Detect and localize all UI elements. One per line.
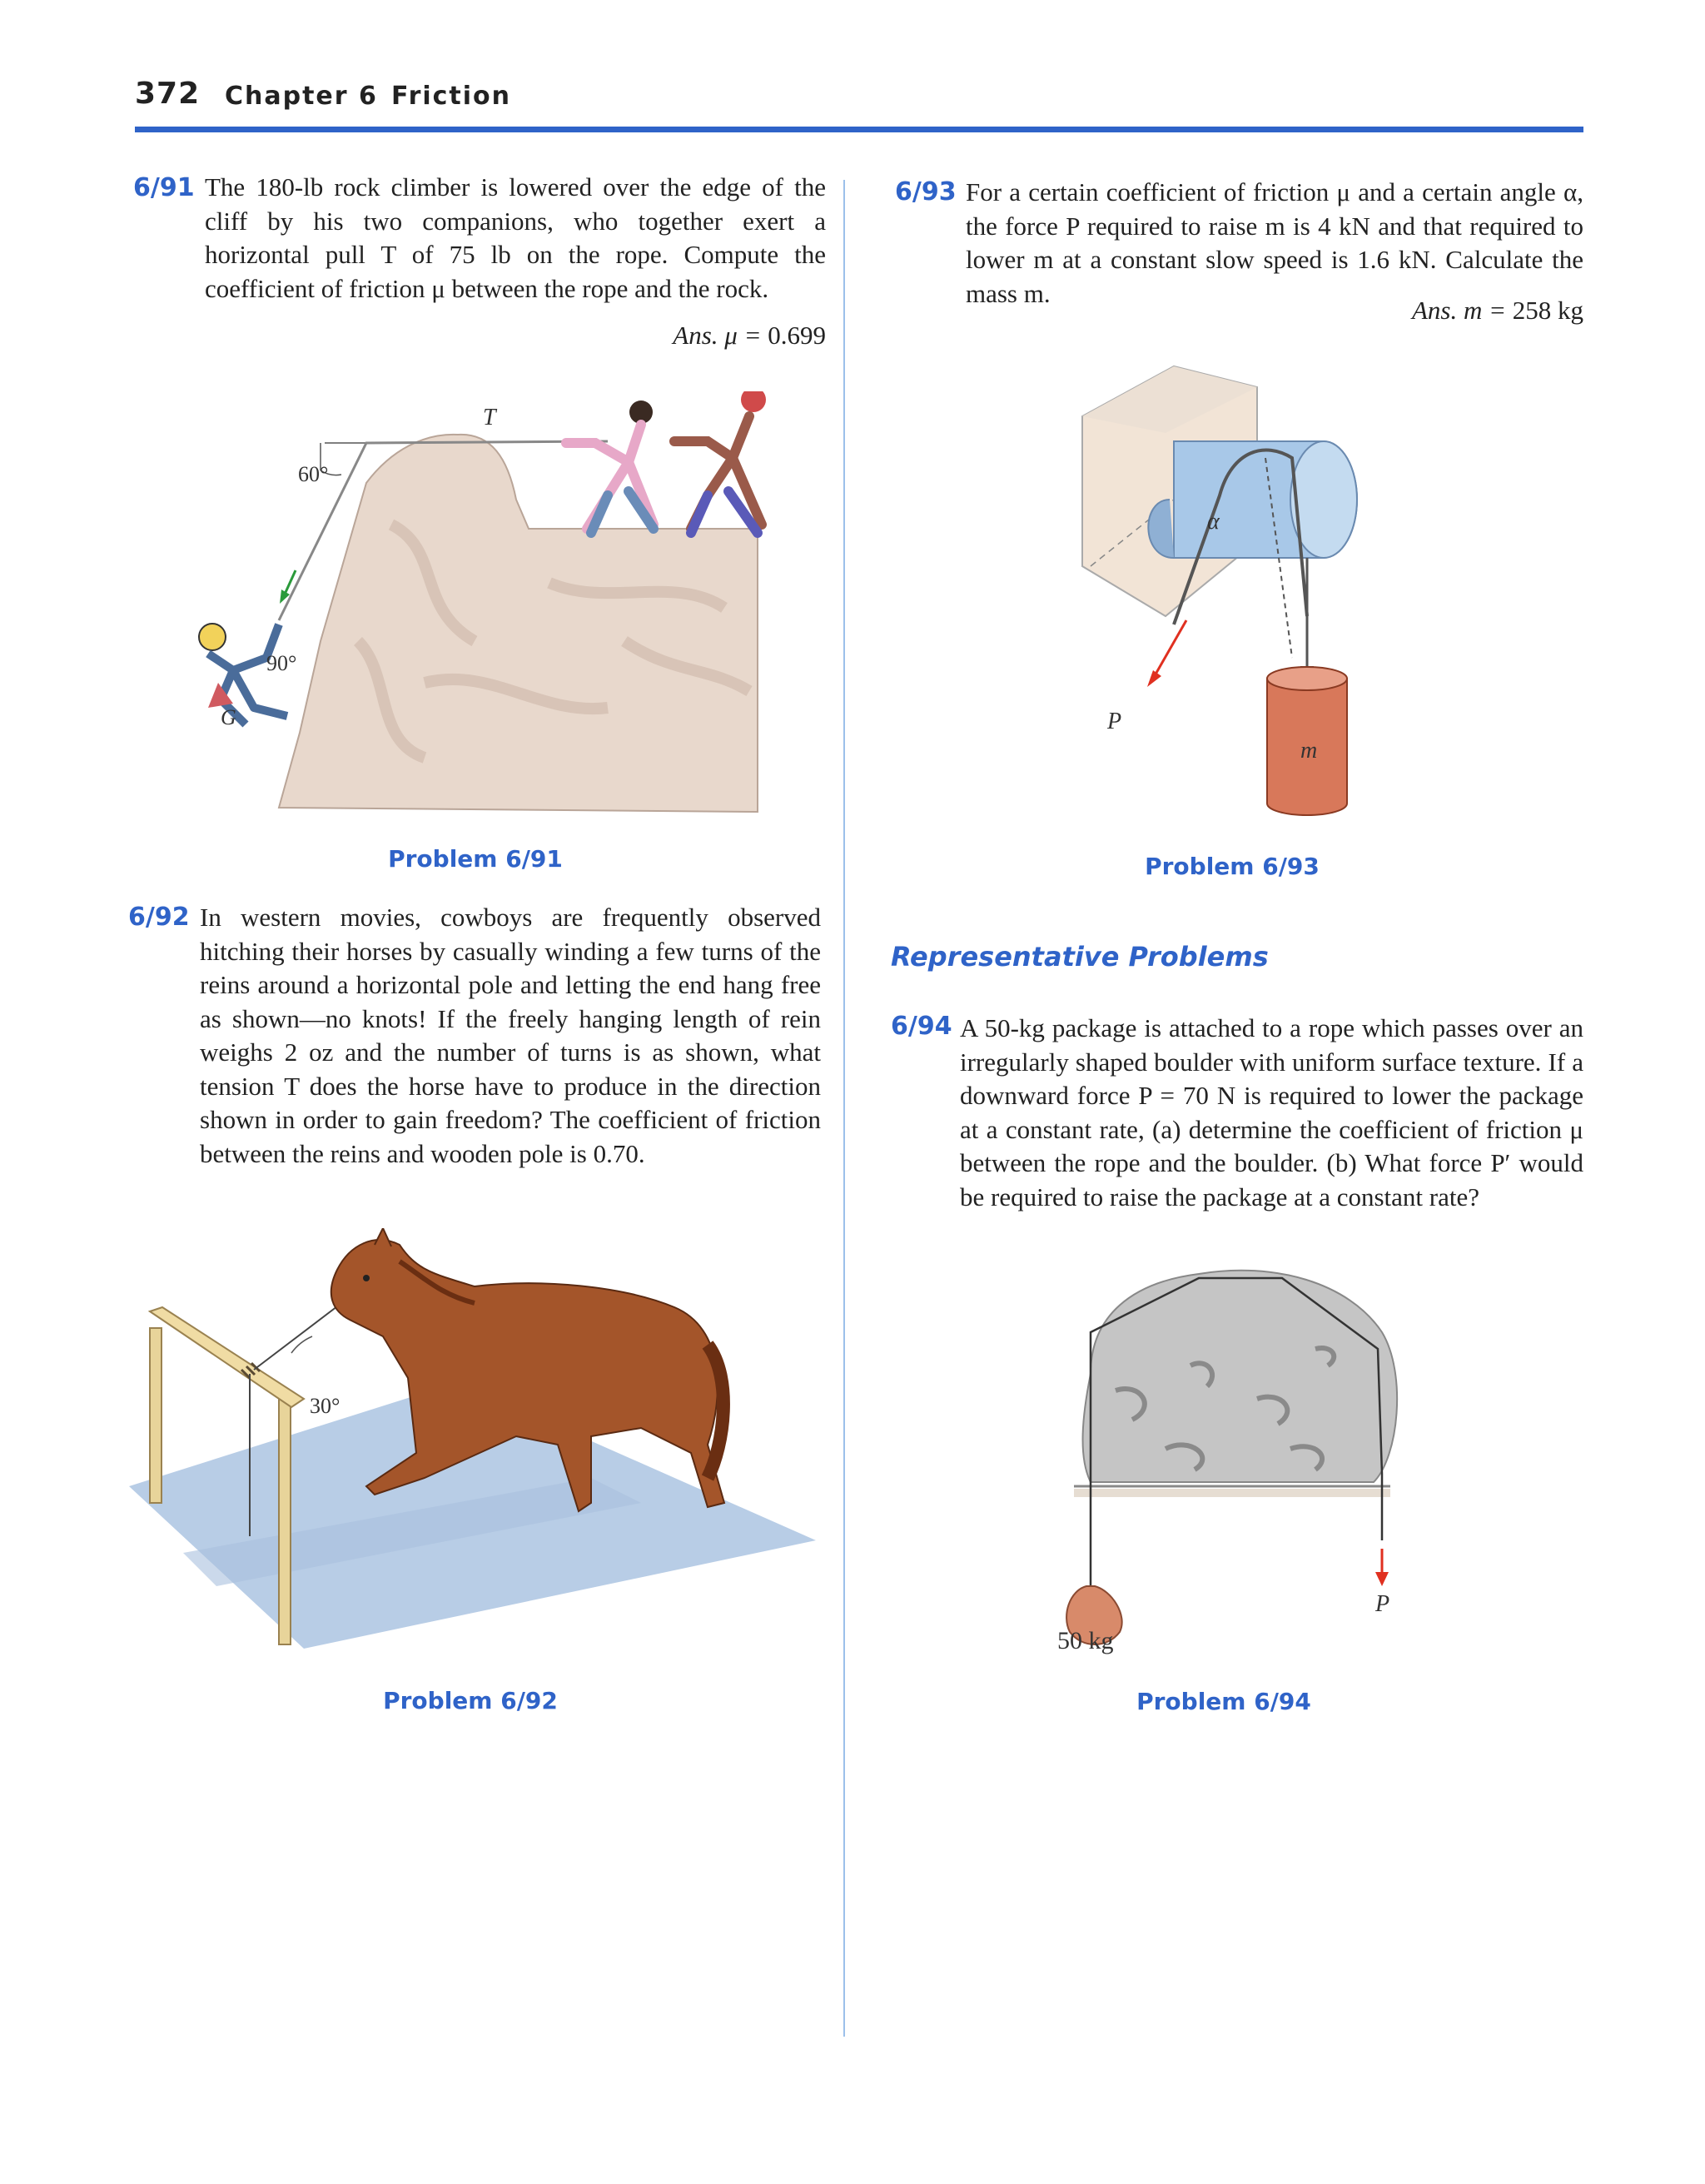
- answer-value: 258 kg: [1512, 296, 1583, 325]
- answer-label: Ans. μ =: [673, 321, 762, 350]
- figure-label-m: m: [1300, 738, 1318, 764]
- figure-label-G: G: [221, 705, 236, 729]
- page-number: 372: [135, 77, 201, 111]
- figure-label-P: P: [1107, 709, 1122, 734]
- chapter-label: Chapter 6: [225, 82, 378, 111]
- answer-value: 0.699: [768, 321, 826, 350]
- caption-6-94: Problem 6/94: [1136, 1688, 1311, 1715]
- answer-label: Ans. m =: [1411, 296, 1506, 325]
- problem-text-6-91: The 180-lb rock climber is lowered over the edge of the cliff by his two companions, who together exert a horizontal pull T of 75 lb on the rope. Compute the coefficient of friction μ between the rope and the rock.: [205, 172, 826, 303]
- chapter-title: Friction: [391, 82, 512, 111]
- figure-label-angle60: 60°: [298, 462, 329, 486]
- figure-rock-climber: [175, 391, 774, 824]
- answer-6-93: [1249, 296, 1583, 326]
- problem-text-6-93: For a certain coefficient of friction μ and a certain angle α, the force P required to raise m is 4 kN and that required to lower m at a constant slow speed is 1.6 kN. Calculate the mass m.: [966, 177, 1583, 308]
- problem-number-6-93: 6/93: [895, 177, 957, 206]
- problem-number-6-92: 6/92: [128, 903, 190, 932]
- figure-label-mass: 50 kg: [1057, 1627, 1114, 1654]
- problem-text-6-92: In western movies, cowboys are frequently observed hitching their horses by casually winding a few turns of the reins around a horizontal pole and letting the end hang free as shown—no knots! If the freely hanging length of rein weighs 2 oz and the number of turns is as shown, what tension T does the horse have to produce in the direction shown in order to gain freedom? The coefficient of friction between the reins and wooden pole is 0.70.: [200, 903, 821, 1168]
- answer-6-91: [500, 321, 826, 351]
- column-divider: [843, 180, 845, 2037]
- figure-label-T: T: [483, 405, 496, 430]
- section-heading: Representative Problems: [891, 941, 1269, 973]
- problem-number-6-91: 6/91: [133, 173, 195, 202]
- figure-boulder: [1041, 1266, 1424, 1665]
- figure-label-P: P: [1375, 1591, 1390, 1617]
- caption-6-92: Problem 6/92: [383, 1687, 558, 1714]
- figure-label-angle30: 30°: [310, 1394, 341, 1418]
- problem-number-6-94: 6/94: [891, 1012, 952, 1041]
- figure-drum-and-mass: [1074, 350, 1424, 824]
- caption-6-91: Problem 6/91: [388, 845, 563, 873]
- caption-6-93: Problem 6/93: [1145, 853, 1320, 880]
- figure-horse-hitching: [125, 1228, 816, 1661]
- figure-label-alpha: α: [1207, 509, 1220, 535]
- header-rule: [135, 127, 1583, 132]
- figure-label-angle90: 90°: [266, 651, 297, 675]
- problem-text-6-94: A 50-kg package is attached to a rope which passes over an irregularly shaped boulder with uniform surface texture. If a downward force P = 70 N is required to lower the package at a constant rate, (a) determine the coefficient of friction μ between the rope and the boulder. (b) What force P′ would be required to raise the package at a constant rate?: [960, 1013, 1583, 1211]
